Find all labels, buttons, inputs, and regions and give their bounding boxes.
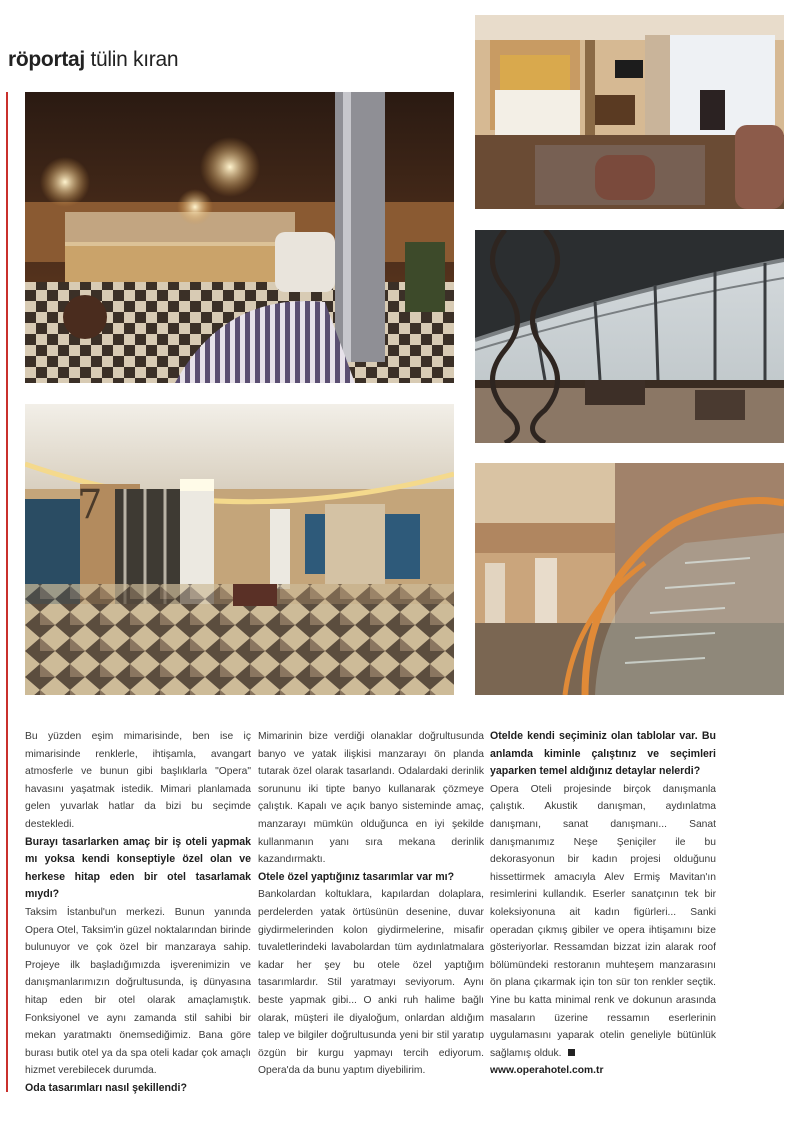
paragraph bbox=[490, 781, 716, 1063]
interview-question: Otelde kendi seçiminiz olan tablolar var. Bu anlamda kiminle çalıştınız ve seçimleri yaparken temel aldığınız detaylar nelerdi? bbox=[490, 730, 716, 778]
interview-question: Burayı tasarlarken amaç bir iş oteli yapmak mı yoksa kendi konseptiyle özel olan ve herkese hitap eden bir otel tasarlamak mıydı? bbox=[25, 835, 251, 901]
interview-question: Otele özel yaptığınız tasarımlar var mı? bbox=[258, 870, 455, 883]
paragraph: Taksim İstanbul'un merkezi. Bunun yanında Opera Otel, Taksim'in güzel noktalarından birinde bulunuyor ve çok özel bir manzaraya sahip. Projeye ilk başladığımızda işverenimizin ve danışmanlarımızın doğrultusunda, iş dünyasına hitap eden bir otel olarak amaçlamıştık. Fonksiyonel ve aynı zamanda stil sahibi bir mekan yaratmaktı önemsediğimiz. Bana göre burası butik otel ya da spa oteli kadar çok amaçlı hizmet verebilecek durumda. bbox=[25, 906, 251, 1077]
paragraph: Bankolardan koltuklara, kapılardan dolaplara, perdelerden yatak örtüsünün desenine, duvar giydirmelerinden kolon giydirmelerine, misafir tuvaletlerindeki lavabolardan tüm aydınlatmalara kadar her şey bu otele özel yaptığım tasarımlardır. Stil yaratmayı seviyorum. Aynı beste yapmak gibi... O anki ruh halime bağlı olarak, müşteri ile diyaloğum, onlardan aldığım talep ve bilgiler doğrultusunda yeni bir stil yaratıp özgün bir kurgu yapmayı tercih ediyorum. Opera'da da bunu yaptım diyebilirim. bbox=[258, 889, 484, 1077]
corridor-sign-number: 7 bbox=[77, 482, 103, 528]
photo-corridor bbox=[25, 404, 454, 695]
website-url[interactable]: www.operahotel.com.tr bbox=[490, 1065, 604, 1077]
section-label: röportaj bbox=[8, 48, 85, 71]
text-column-left bbox=[25, 728, 251, 1097]
paragraph: Bu yüzden eşim mimarisinde, ben ise iç mimarisinde renklerle, ihtişamla, avangart atmosferle ve bunun gibi başlıklarla "Opera" havasını yaşatmak istedik. Mimari planlamada gelen yuvarlak hatlar da bizi bu seçimde destekledi. bbox=[25, 731, 251, 830]
photo-hotel-room bbox=[475, 15, 784, 209]
photo-bar-lounge bbox=[25, 92, 454, 383]
end-of-article-mark bbox=[568, 1049, 575, 1056]
photo-staircase bbox=[475, 463, 784, 695]
red-margin-rule bbox=[6, 92, 8, 1092]
text-column-right bbox=[490, 728, 716, 1080]
interviewee-name: tülin kıran bbox=[90, 48, 179, 71]
paragraph: Mimarinin bize verdiği olanaklar doğrultusunda banyo ve yatak ilişkisi manzarayı ön planda tutarak özel olarak tasarlandı. Odalardaki derinlik sorununu iki tipte banyo kullanarak çözmeye çalıştık. Kapalı ve açık banyo sisteminde amaç, manzarayı mümkün olduğunca en iyi şekilde kullanmanın yanı sıra mekana derinlik kazandırmaktı. bbox=[258, 731, 484, 866]
text-column-middle bbox=[258, 728, 484, 1080]
section-header bbox=[8, 48, 178, 72]
photo-dome-restaurant bbox=[475, 230, 784, 443]
interview-question: Oda tasarımları nasıl şekillendi? bbox=[25, 1081, 187, 1094]
paragraph-text: Opera Oteli projesinde birçok danışmanla çalıştık. Akustik danışman, aydınlatma danışmanı, sanat danışmanı... Sanat danışmanımız Neşe Şeniçiler ile bu dekorasyonun bir kadın projesi olduğunu hissettirmek amacıyla Alev Ermiş Mavitan'ın resimlerini kullandık. Eserler sanatçının tek bir koleksiyonuna ait kadın figürleri... Sanki operadan çıkmış gibiler ve opera ihtişamını bize gösteriyorlar. Ressamdan bizzat izin alarak roof bölümündeki restoranın muhteşem manzarasını ön plana çıkarmak için ton sür ton renkler seçtik. Yine bu katta minimal renk ve dokunun arasında masaların üzerine ressamın eserlerinin uygulamasını yaparak otelin geneliyle bütünlük sağlamış olduk. bbox=[490, 783, 716, 1059]
